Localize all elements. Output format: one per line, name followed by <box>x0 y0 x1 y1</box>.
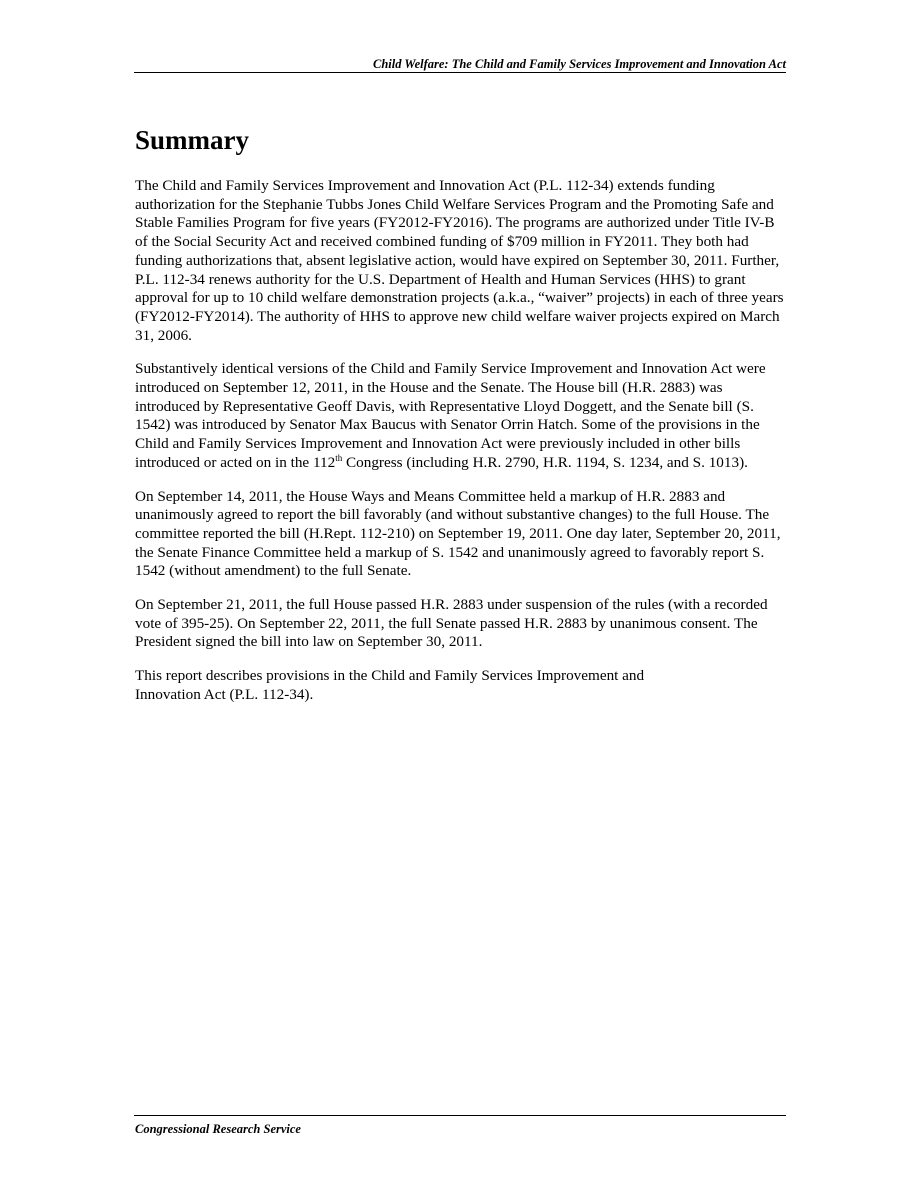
paragraph-report-scope: This report describes provisions in the Child and Family Services Improvement and Innovation Act (P.L. 112-34). <box>135 667 645 703</box>
paragraph-introduction-text: Substantively identical versions of the Child and Family Service Improvement and Innovation Act were introduced on September 12, 2011, in the House and the Senate. The House bill (H.R. 2883) was introduced by Representative Geoff Davis, with Representative Lloyd Doggett, and the Senate bill (S. 1542) was introduced by Senator Max Baucus with Senator Orrin Hatch. Some of the provisions in the Child and Family Services Improvement and Innovation Act were previously included in other bills introduced or acted on in the 112 <box>135 360 766 471</box>
ordinal-superscript: th <box>335 452 343 463</box>
paragraph-funding: The Child and Family Services Improvement and Innovation Act (P.L. 112-34) extends funding authorization for the Stephanie Tubbs Jones Child Welfare Services Program and the Promoting Safe and Stable Families Program for five years (FY2012-FY2016). The programs are authorized under Title IV-B of the Social Security Act and received combined funding of $709 million in FY2011. They both had funding authorizations that, absent legislative action, would have expired on September 30, 2011. Further, P.L. 112-34 renews authority for the U.S. Department of Health and Human Services (HHS) to grant approval for up to 10 child welfare demonstration projects (a.k.a., “waiver” projects) in each of three years (FY2012-FY2014). The authority of HHS to approve new child welfare waiver projects expired on March 31, 2006. <box>135 177 784 344</box>
summary-body <box>135 177 790 720</box>
header-rule <box>134 72 786 73</box>
paragraph-passage: On September 21, 2011, the full House passed H.R. 2883 under suspension of the rules (with a recorded vote of 395-25). On September 22, 2011, the full Senate passed H.R. 2883 by unanimous consent. The President signed the bill into law on September 30, 2011. <box>135 596 768 651</box>
paragraph-committee-markup: On September 14, 2011, the House Ways and Means Committee held a markup of H.R. 2883 and unanimously agreed to report the bill favorably (and without substantive changes) to the full House. The committee reported the bill (H.Rept. 112-210) on September 19, 2011. One day later, September 20, 2011, the Senate Finance Committee held a markup of S. 1542 and unanimously agreed to favorably report S. 1542 (without amendment) to the full Senate. <box>135 487 781 580</box>
paragraph-introduction-tail: Congress (including H.R. 2790, H.R. 1194, S. 1234, and S. 1013). <box>342 453 748 471</box>
running-footer: Congressional Research Service <box>135 1122 301 1136</box>
section-title: Summary <box>135 125 249 155</box>
running-header: Child Welfare: The Child and Family Services Improvement and Innovation Act <box>373 57 786 71</box>
footer-rule <box>134 1115 786 1116</box>
paragraph-introduction <box>135 360 790 472</box>
